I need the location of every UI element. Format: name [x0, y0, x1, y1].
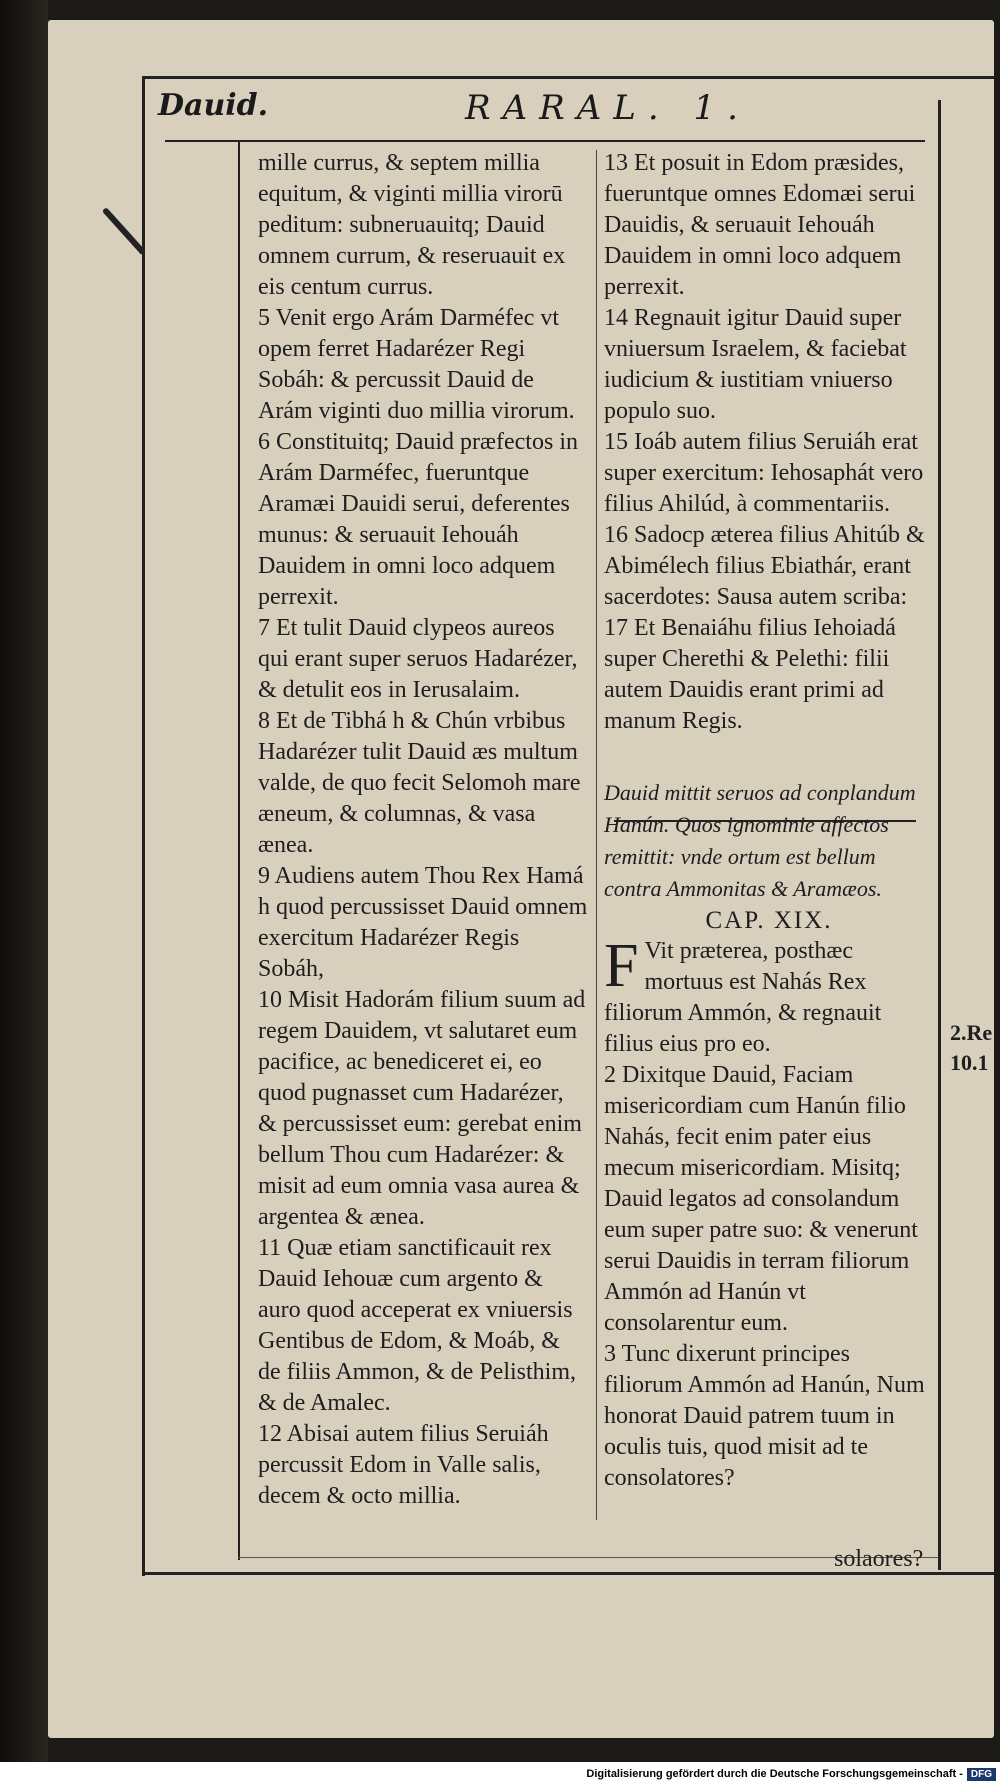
right-text-column [604, 148, 934, 1494]
top-rule [142, 76, 994, 79]
digitization-credit [0, 1768, 996, 1781]
verse-paragraph: mille currus, & septem millia equitum, & viginti millia virorū peditum: subneruauitq; Dauid omnem currum, & reseruauit ex eis centum currus. [258, 150, 566, 300]
verse-paragraph: 14 Regnauit igitur Dauid super vniuersum Israelem, & faciebat iudicium & iustitiam vniuerso populo suo. [604, 305, 907, 424]
right-column-rule [938, 100, 941, 1570]
book-edge [0, 0, 48, 1787]
verse-text: Vit præterea, posthæc mortuus est Nahás Rex filiorum Ammón, & regnauit filius eius pro eo. [604, 938, 882, 1057]
verse-paragraph: 6 Constituitq; Dauid præfectos in Arám Darméfec, fueruntque Aramæi Dauidi serui, deferentes munus: & seruauit Iehouáh Dauidem in omni loco adquem perrexit. [258, 429, 578, 610]
left-inner-rule [238, 140, 240, 1560]
verse-paragraph: 12 Abisai autem filius Seruiáh percussit Edom in Valle salis, decem & octo millia. [258, 1421, 549, 1509]
marginal-reference [950, 1018, 992, 1078]
margin-note-line: 2.Re [950, 1020, 993, 1045]
verse-paragraph: 7 Et tulit Dauid clypeos aureos qui erant super seruos Hadarézer, & detulit eos in Ierusalaim. [258, 615, 578, 703]
left-text-column [258, 148, 588, 1512]
margin-note-line: 10.1 [950, 1050, 989, 1075]
verse-paragraph: 9 Audiens autem Thou Rex Hamá h quod percussisset Dauid omnem exercitum Hadarézer Regis Sobáh, [258, 863, 588, 982]
verse-paragraph: 16 Sadocp æterea filius Ahitúb & Abimélech filius Ebiathár, erant sacerdotes: Sausa autem scriba: [604, 522, 925, 610]
verse-paragraph: 2 Dixitque Dauid, Faciam misericordiam cum Hanún filio Nahás, fecit enim pater eius mecum misericordiam. Misitq; Dauid legatos ad consolandum eum super patre suo: & venerunt serui Dauidis in terram filiorum Ammón ad Hanún vt consolarentur eum. [604, 1062, 918, 1336]
verse-paragraph: 8 Et de Tibhá h & Chún vrbibus Hadarézer tulit Dauid æs multum valde, de quo fecit Selomoh mare æneum, & columnas, & vasa ænea. [258, 708, 581, 858]
verse-paragraph: 3 Tunc dixerunt principes filiorum Ammón ad Hanún, Num honorat Dauid patrem tuum in oculis tuis, quod misit ad te consolatores? [604, 1341, 925, 1491]
center-column-rule [596, 150, 597, 1520]
verse-paragraph: 10 Misit Hadorám filium suum ad regem Dauidem, vt salutaret eum pacifice, ac benediceret ei, eo quod pugnasset cum Hadarézer, & percussisset eum: gerebat enim bellum Thou cum Hadarézer: & misit ad eum omnia vasa aurea & argentea & ænea. [258, 987, 586, 1230]
running-head-title: RARAL. 1. [465, 88, 750, 128]
running-head-left: Dauid. [158, 88, 269, 123]
left-outer-rule [142, 76, 145, 1576]
chapter-summary: Dauid mittit seruos ad conplandum Hanún. Quos ignominie affectos remittit: vnde ortum est bellum contra Ammonitas & Aramæos. [604, 780, 916, 901]
verse-paragraph: 13 Et posuit in Edom præsides, fueruntque omnes Edomæi serui Dauidis, & seruauit Iehouáh Dauidem in omni loco adquem perrexit. [604, 150, 916, 300]
chapter-first-paragraph [604, 932, 934, 1060]
dfg-logo: DFG [967, 1768, 996, 1781]
chapter-heading: CAP. XIX. [705, 907, 833, 934]
verse-paragraph: 5 Venit ergo Arám Darméfec vt opem ferret Hadarézer Regi Sobáh: & percussit Dauid de Arám viginti duo millia virorum. [258, 305, 575, 424]
verse-paragraph: 17 Et Benaiáhu filius Iehoiadá super Cherethi & Pelethi: filii autem Dauidis erant primi ad manum Regis. [604, 615, 896, 734]
verse-paragraph: 15 Ioáb autem filius Seruiáh erat super exercitum: Iehosaphát vero filius Ahilúd, à commentariis. [604, 429, 924, 517]
drop-capital: F [604, 932, 639, 1000]
header-underline [165, 140, 925, 142]
bottom-inner-rule [238, 1557, 938, 1558]
catchword: solaores? [834, 1546, 924, 1572]
verse-paragraph: 11 Quæ etiam sanctificauit rex Dauid Iehouæ cum argento & auro quod acceperat ex vniuersis Gentibus de Edom, & Moáb, & de filiis Ammon, & de Pelisthim, & de Amalec. [258, 1235, 576, 1416]
credit-text: Digitalisierung gefördert durch die Deutsche Forschungsgemeinschaft - [586, 1768, 963, 1780]
